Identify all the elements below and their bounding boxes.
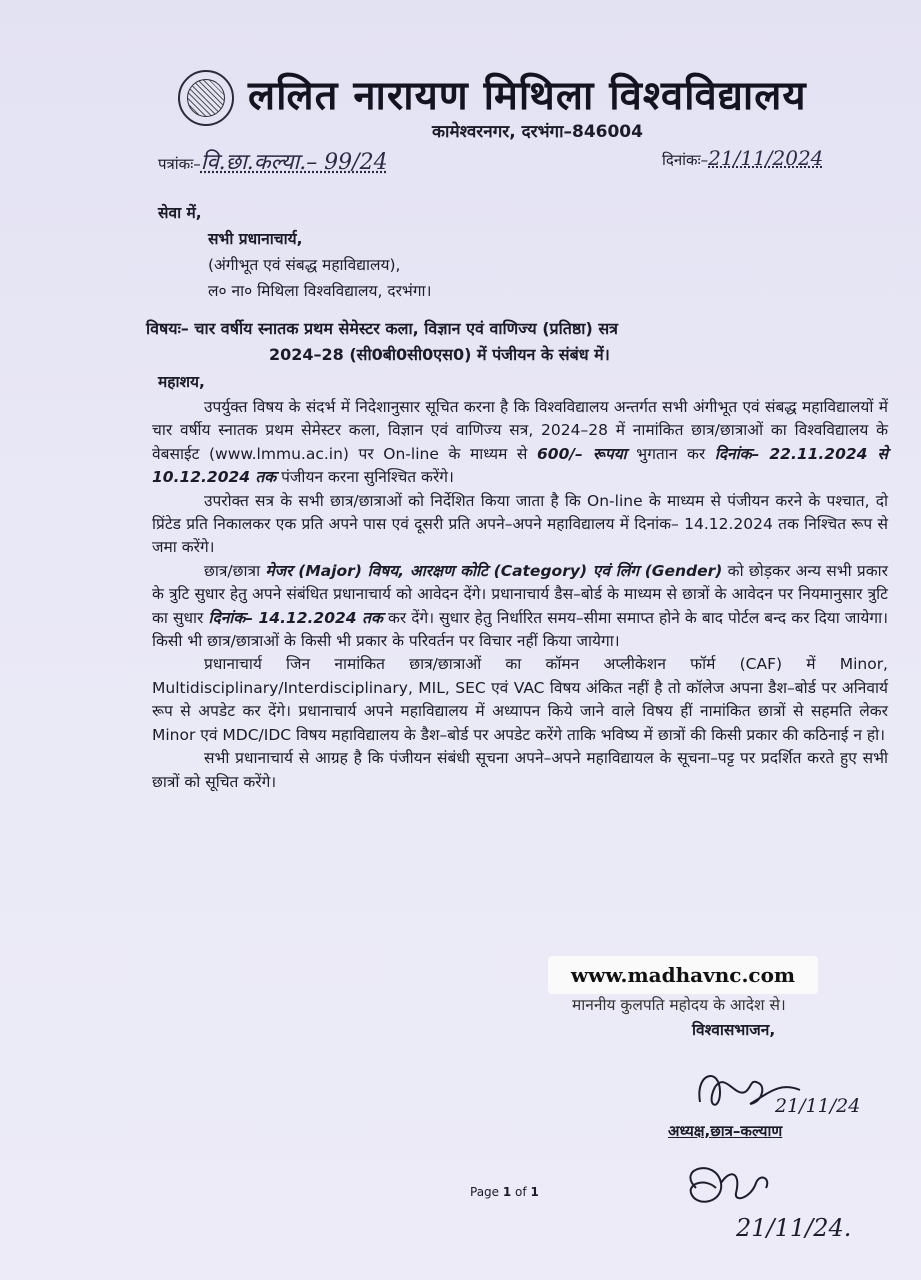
signature1-date: 21/11/24: [775, 1095, 861, 1117]
letter-body: [152, 396, 888, 794]
signature-1: [690, 1062, 861, 1128]
salutation: महाशय,: [158, 373, 205, 391]
recipient-line: (अंगीभूत एवं संबद्ध महाविद्यालय),: [208, 256, 401, 274]
signatory-title: अध्यक्ष,छात्र–कल्याण: [668, 1122, 783, 1140]
page-footer: Page 1 of 1: [470, 1185, 539, 1199]
university-address: कामेश्वरनगर, दरभंगा–846004: [432, 122, 643, 142]
recipient-line: सभी प्रधानाचार्य,: [208, 230, 303, 248]
paragraph: सभी प्रधानाचार्य से आग्रह है कि पंजीयन संबंधी सूचना अपने–अपने महाविद्यायल के सूचना–पट्ट पर प्रदर्शित करते हुए सभी छात्रों को सूचित करेंगे।: [152, 749, 888, 791]
subject-line: 2024–28 (सी0बी0सी0एस0) में पंजीयन के संबंध में।: [269, 345, 610, 364]
paragraph: उपर्युक्त विषय के संदर्भ में निदेशानुसार सूचित करना है कि विश्वविद्यालय अन्तर्गत सभी अंगीभूत एवं संबद्ध महाविद्यालयों में चार वर्षीय स्नातक प्रथम सेमेस्टर कला, विज्ञान एवं वाणिज्य सत्र, 2024–28 में नामांकित छात्र/छात्राओं का विश्वविद्यालय के वेबसाईट (www.lmmu.ac.in) पर On-line के माध्यम से 600/– रूपया भुगतान कर दिनांक– 22.11.2024 से 10.12.2024 तक पंजीयन करना सुनिश्चित करेंगे।: [152, 398, 888, 487]
date-label: दिनांकः–: [662, 151, 709, 169]
signature-2: [676, 1158, 876, 1252]
closing: विश्वासभाजन,: [692, 1021, 776, 1039]
letter-date: [662, 146, 823, 170]
paragraph: प्रधानाचार्य जिन नामांकित छात्र/छात्राओं का कॉमन अप्लीकेशन फॉर्म (CAF) में Minor, Multidisciplinary/Interdisciplinary, MIL, SEC एवं VAC विषय अंकित नहीं है तो कॉलेज अपना डैश–बोर्ड पर अनिवार्य रूप से अपडेट कर देंगे। प्रधानाचार्य अपने महाविद्यालय में अध्यापन किये जाने वाले विषय हीं नामांकित छात्रों से सहमति लेकर Minor एवं MDC/IDC विषय महाविद्यालय के डैश–बोर्ड पर अपडेट करेंगे ताकि भविष्य में छात्रों की किसी प्रकार की कठिनाई न हो।: [152, 655, 888, 744]
university-seal-icon: [178, 70, 234, 126]
paragraph: उपरोक्त सत्र के सभी छात्र/छात्राओं को निर्देशित किया जाता है कि On-line के माध्यम से पंजीयन करने के पश्चात, दो प्रिंटेड प्रति निकालकर एक प्रति अपने पास एवं दूसरी प्रति अपने–अपने महाविद्यालय में दिनांक– 14.12.2024 तक निश्चित रूप से जमा करेंगे।: [152, 491, 888, 557]
reference-value: वि.छा.कल्या.– 99/24: [200, 150, 388, 175]
order-line: माननीय कुलपति महोदय के आदेश से।: [572, 996, 786, 1014]
university-title: ललित नारायण मिथिला विश्वविद्यालय: [248, 73, 807, 119]
paragraph: छात्र/छात्रा मेजर (Major) विषय, आरक्षण कोटि (Category) एवं लिंग (Gender) को छोड़कर अन्य सभी प्रकार के त्रुटि सुधार हेतु अपने संबंधित प्रधानाचार्य को आवेदन देंगे। प्रधानाचार्य डैस–बोर्ड के माध्यम से छात्रों के आवेदन पर नियमानुसार त्रुटि का सुधार दिनांक– 14.12.2024 तक कर देंगे। सुधार हेतु निर्धारित समय–सीमा समाप्त होने के बाद पोर्टल बन्द कर दिया जायेगा। किसी भी छात्र/छात्राओं के किसी भी प्रकार के परिवर्तन पर विचार नहीं किया जायेगा।: [152, 561, 888, 651]
reference-label: पत्रांकः–: [158, 155, 201, 173]
reference-number: [158, 146, 388, 176]
recipient-line: सेवा में,: [158, 204, 202, 222]
subject-line: चार वर्षीय स्नातक प्रथम सेमेस्टर कला, विज्ञान एवं वाणिज्य (प्रतिष्ठा) सत्र: [194, 319, 618, 338]
recipient-block: [158, 200, 431, 304]
watermark-link[interactable]: www.madhavnc.com: [548, 956, 818, 994]
signature2-date: 21/11/24.: [736, 1214, 852, 1242]
subject-label: विषयः–: [146, 319, 189, 338]
recipient-line: ल० ना० मिथिला विश्वविद्यालय, दरभंगा।: [208, 282, 432, 300]
subject-block: [146, 316, 886, 368]
date-value: 21/11/2024: [708, 146, 824, 170]
